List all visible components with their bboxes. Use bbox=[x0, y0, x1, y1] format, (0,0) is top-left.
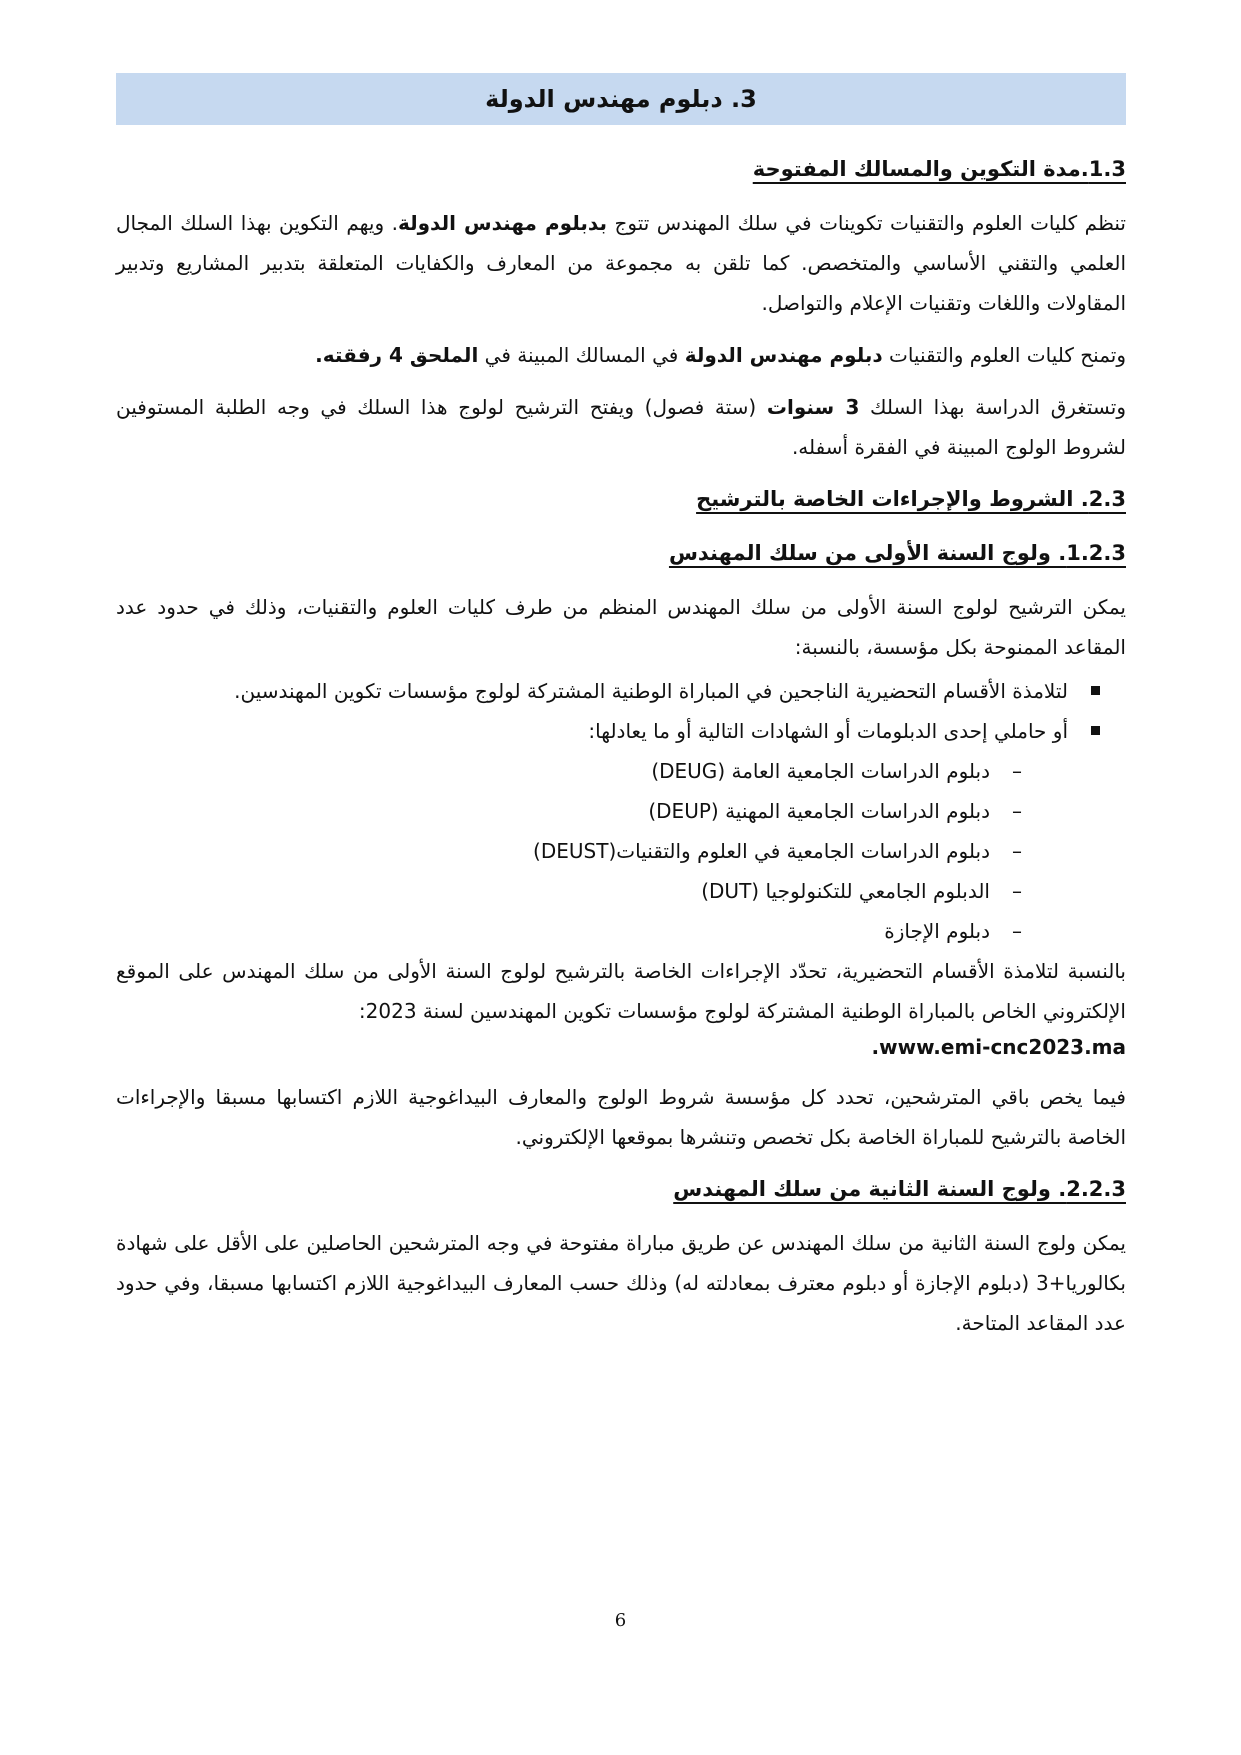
section-heading-conditions: 2.3. الشروط والإجراءات الخاصة بالترشيح bbox=[696, 487, 1126, 511]
paragraph-cpge-procedure: بالنسبة لتلامذة الأقسام التحضيرية، تحدّد الإجراءات الخاصة بالترشيح لولوج السنة الأولى من سلك المهندس على الموقع الإلكتروني الخاص بالمباراة الوطنية المشتركة لولوج مؤسسات تكوين المهندسين لسنة 2023: bbox=[116, 959, 1126, 1023]
cnc-website-link[interactable]: .www.emi-cnc2023.ma bbox=[871, 1035, 1126, 1059]
text-run: . ويهم التكوين بهذا السلك المجال العلمي والتقني الأساسي والمتخصص. كما تلقن به مجموعة من المعارف والكفايات المتعلقة بتدبير المشاريع وتدبير المقاولات واللغات وتقنيات الإعلام والتواصل. bbox=[116, 211, 1126, 315]
diploma-item bbox=[116, 831, 1022, 871]
text-run: في المسالك المبينة في bbox=[478, 343, 685, 367]
dash-icon: – bbox=[1012, 919, 1022, 943]
paragraph-study-duration bbox=[116, 387, 1126, 467]
list-item-text: لتلامذة الأقسام التحضيرية الناجحين في المباراة الوطنية المشتركة لولوج مؤسسات تكوين المهندسين. bbox=[234, 679, 1068, 703]
diploma-text: دبلوم الإجازة bbox=[884, 919, 990, 943]
diploma-text: دبلوم الدراسات الجامعية في العلوم والتقنيات(DEUST) bbox=[533, 839, 990, 863]
bullet-square-icon bbox=[1091, 686, 1100, 695]
title-bar bbox=[116, 73, 1126, 125]
subsection-heading-second-year: 2.2.3. ولوج السنة الثانية من سلك المهندس bbox=[673, 1177, 1126, 1201]
list-item-text: أو حاملي إحدى الدبلومات أو الشهادات التالية أو ما يعادلها: bbox=[588, 719, 1068, 743]
diploma-list bbox=[116, 751, 1126, 951]
paragraph-second-year: يمكن ولوج السنة الثانية من سلك المهندس عن طريق مباراة مفتوحة في وجه المترشحين الحاصلين على الأقل على شهادة بكالوريا+3 (دبلوم الإجازة أو دبلوم معترف بمعادلته له) وذلك حسب المعارف البيداغوجية اللازم اكتسابها مسبقا، وفي حدود عدد المقاعد المتاحة. bbox=[116, 1231, 1126, 1335]
list-item bbox=[116, 671, 1100, 711]
document-page bbox=[116, 73, 1126, 1733]
page-title: 3. دبلوم مهندس الدولة bbox=[485, 85, 757, 113]
paragraph-first-year-intro: يمكن الترشيح لولوج السنة الأولى من سلك المهندس المنظم من طرف كليات العلوم والتقنيات، وذلك في حدود عدد المقاعد الممنوحة بكل مؤسسة، بالنسبة: bbox=[116, 595, 1126, 659]
paragraph-diploma-award bbox=[116, 335, 1126, 375]
paragraph-training-intro bbox=[116, 203, 1126, 323]
paragraph-other-candidates: فيما يخص باقي المترشحين، تحدد كل مؤسسة شروط الولوج والمعارف البيداغوجية اللازم اكتسابها مسبقا والإجراءات الخاصة بالترشيح للمباراة الخاصة بكل تخصص وتنشرها بموقعها الإلكتروني. bbox=[116, 1085, 1126, 1149]
diploma-item bbox=[116, 911, 1022, 951]
dash-icon: – bbox=[1012, 879, 1022, 903]
list-item bbox=[116, 711, 1100, 751]
bold-run: 3 سنوات bbox=[766, 395, 860, 419]
text-run: (ستة فصول) ويفتح الترشيح لولوج هذا السلك في وجه الطلبة المستوفين لشروط الولوج المبينة في الفقرة أسفله. bbox=[116, 395, 1126, 459]
dash-icon: – bbox=[1012, 839, 1022, 863]
text-run: وتمنح كليات العلوم والتقنيات bbox=[882, 343, 1126, 367]
bold-run: بدبلوم مهندس الدولة bbox=[397, 211, 607, 235]
text-run: وتستغرق الدراسة بهذا السلك bbox=[859, 395, 1126, 419]
dash-icon: – bbox=[1012, 759, 1022, 783]
diploma-item bbox=[116, 871, 1022, 911]
subsection-heading-first-year: 1.2.3. ولوج السنة الأولى من سلك المهندس bbox=[668, 541, 1126, 565]
diploma-item bbox=[116, 791, 1022, 831]
bold-run: الملحق 4 رفقته. bbox=[315, 343, 479, 367]
bullet-square-icon bbox=[1091, 726, 1100, 735]
section-heading-duration: 1.3.مدة التكوين والمسالك المفتوحة bbox=[752, 157, 1126, 181]
bold-run: دبلوم مهندس الدولة bbox=[684, 343, 883, 367]
diploma-text: دبلوم الدراسات الجامعية العامة (DEUG) bbox=[651, 759, 990, 783]
diploma-text: دبلوم الدراسات الجامعية المهنية (DEUP) bbox=[648, 799, 990, 823]
text-run: تنظم كليات العلوم والتقنيات تكوينات في سلك المهندس تتوج bbox=[606, 211, 1126, 235]
eligibility-list bbox=[116, 671, 1126, 751]
page-number: 6 bbox=[614, 1610, 627, 1631]
diploma-text: الدبلوم الجامعي للتكنولوجيا (DUT) bbox=[701, 879, 990, 903]
diploma-item bbox=[116, 751, 1022, 791]
dash-icon: – bbox=[1012, 799, 1022, 823]
